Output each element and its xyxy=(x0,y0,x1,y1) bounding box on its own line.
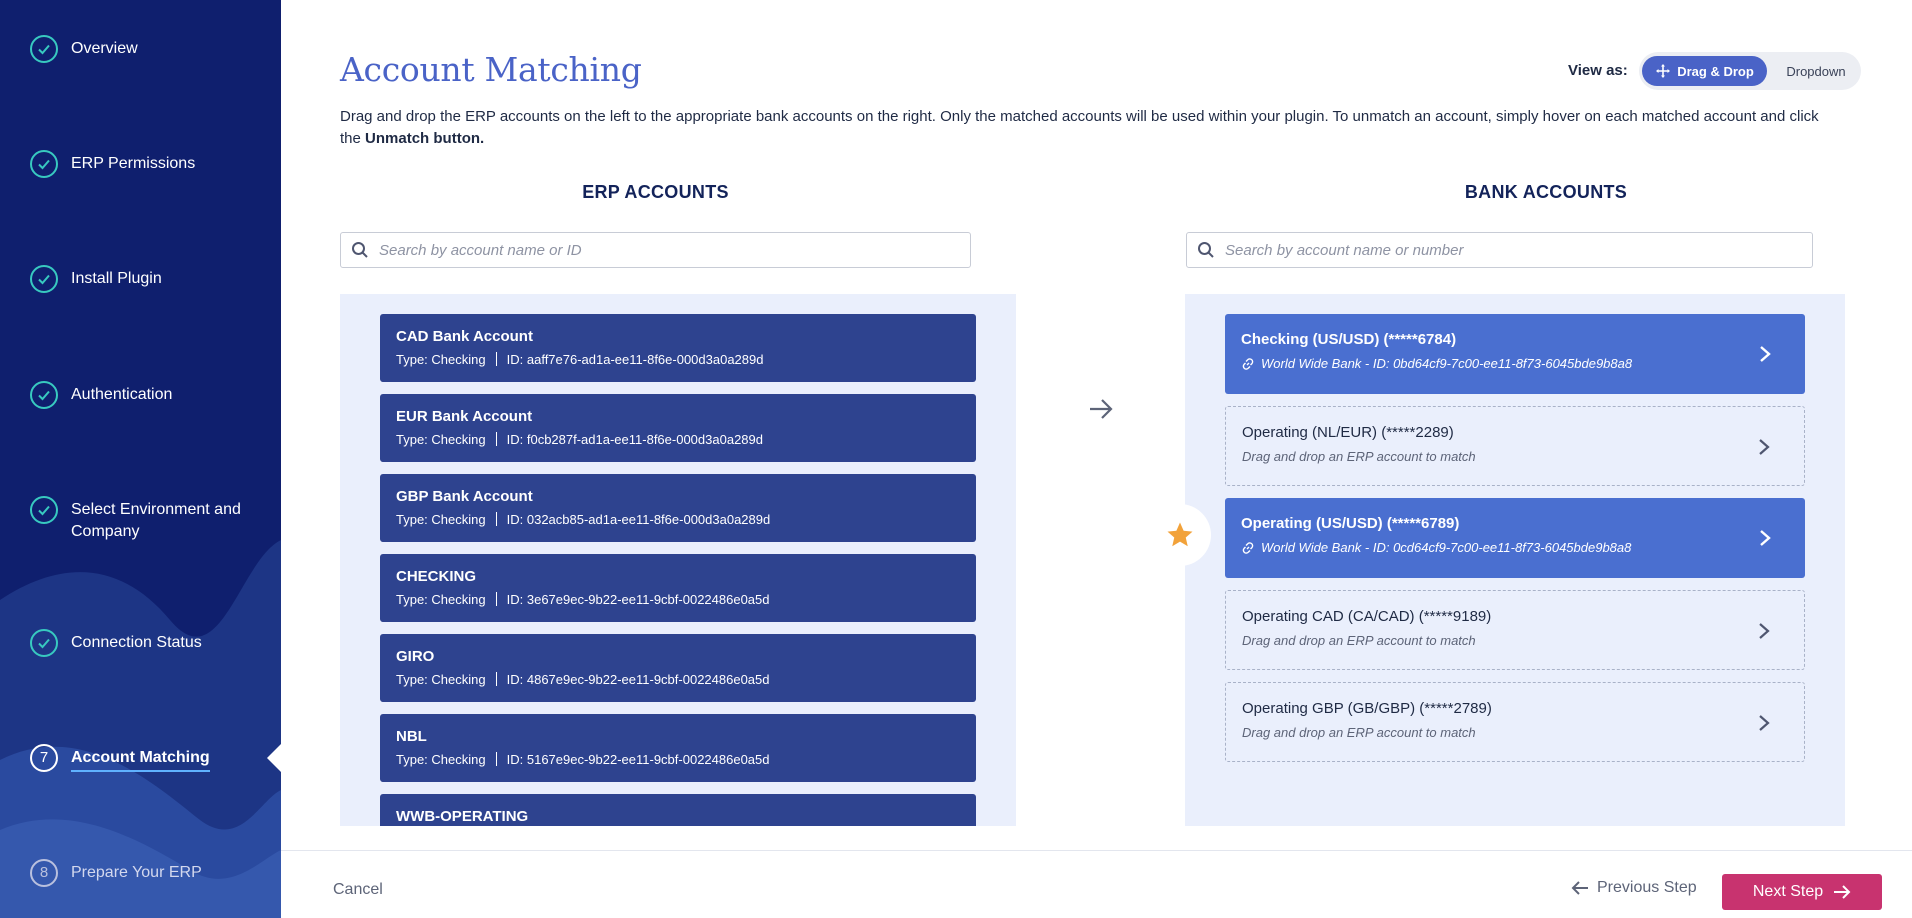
sidebar-step-connection-status[interactable] xyxy=(30,632,202,657)
bank-account-card[interactable] xyxy=(1225,314,1805,394)
sidebar-step-label: Prepare Your ERP xyxy=(71,864,202,881)
sidebar-step-prepare-erp[interactable] xyxy=(30,862,202,887)
erp-account-card[interactable] xyxy=(380,474,976,542)
cancel-button[interactable]: Cancel xyxy=(333,881,383,898)
erp-account-type: Checking xyxy=(431,592,486,607)
id-prefix: ID: xyxy=(506,512,527,527)
sidebar-step-account-matching[interactable] xyxy=(30,747,210,772)
erp-account-card[interactable] xyxy=(380,554,976,622)
sidebar-step-label: Select Environment and Company xyxy=(71,501,241,540)
view-option-dropdown[interactable] xyxy=(1774,56,1858,86)
erp-search-input[interactable] xyxy=(379,242,914,259)
erp-account-card[interactable] xyxy=(380,394,976,462)
bank-account-name: Operating (US/USD) (*****6789) xyxy=(1241,515,1460,532)
erp-account-id: f0cb287f-ad1a-ee11-8f6e-000d3a0a289d xyxy=(526,432,763,447)
id-prefix: ID: xyxy=(506,352,527,367)
sidebar-step-erp-permissions[interactable] xyxy=(30,153,195,178)
chevron-right-icon xyxy=(1758,438,1770,456)
sidebar-step-label: ERP Permissions xyxy=(71,155,196,172)
bank-search-box xyxy=(1186,232,1813,268)
page-title: Account Matching xyxy=(340,50,642,89)
next-step-label: Next Step xyxy=(1752,883,1824,900)
erp-account-meta xyxy=(396,351,960,369)
erp-account-type: Checking xyxy=(431,432,486,447)
erp-account-name: CHECKING xyxy=(396,568,477,585)
step-number-badge: 7 xyxy=(30,744,58,772)
sidebar xyxy=(0,0,281,918)
arrow-right-icon xyxy=(1088,398,1114,420)
id-prefix: ID: xyxy=(506,592,527,607)
erp-account-meta xyxy=(396,431,960,449)
bank-account-name: Operating (NL/EUR) (*****2289) xyxy=(1242,424,1454,441)
sidebar-step-authentication[interactable] xyxy=(30,384,172,409)
bank-accounts-title: BANK ACCOUNTS xyxy=(1464,182,1628,202)
instructions-body: Drag and drop the ERP accounts on the left to the appropriate bank accounts on the right. Only the matched accounts will be used within your plugin. To unmatch an account, simply hover on each matched account and click the xyxy=(340,108,1819,147)
erp-account-type: Checking xyxy=(431,672,486,687)
link-icon xyxy=(1241,541,1255,555)
sidebar-wave-decoration xyxy=(0,0,281,918)
sidebar-step-label: Account Matching xyxy=(71,747,210,772)
bank-account-name: Checking (US/USD) (*****6784) xyxy=(1241,331,1457,348)
erp-account-name: WWB-OPERATING xyxy=(396,808,529,825)
drop-hint: Drag and drop an ERP account to match xyxy=(1242,633,1476,648)
sidebar-step-label: Authentication xyxy=(71,386,173,403)
check-icon xyxy=(30,629,58,657)
bank-account-sub xyxy=(1241,539,1789,557)
erp-account-name: GBP Bank Account xyxy=(396,488,533,505)
check-icon xyxy=(30,150,58,178)
search-icon xyxy=(1197,241,1215,259)
bank-account-link-text: World Wide Bank - ID: 0cd64cf9-7c00-ee11-8f73-6045bde9b8a8 xyxy=(1261,540,1632,555)
type-prefix: Type: xyxy=(396,432,432,447)
bank-account-sub xyxy=(1241,355,1789,373)
id-prefix: ID: xyxy=(506,432,527,447)
previous-step-button[interactable] xyxy=(1571,879,1697,897)
link-icon xyxy=(1241,357,1255,371)
check-icon xyxy=(30,381,58,409)
bank-account-card[interactable] xyxy=(1225,682,1805,762)
drop-hint: Drag and drop an ERP account to match xyxy=(1242,725,1476,740)
view-option-drag-drop[interactable] xyxy=(1642,56,1767,86)
step-number-badge: 8 xyxy=(30,859,58,887)
erp-account-type: Checking xyxy=(431,512,486,527)
type-prefix: Type: xyxy=(396,592,432,607)
check-icon xyxy=(30,265,58,293)
drop-hint: Drag and drop an ERP account to match xyxy=(1242,449,1476,464)
search-icon xyxy=(351,241,369,259)
erp-account-meta xyxy=(396,591,960,609)
check-icon xyxy=(30,35,58,63)
erp-account-id: 032acb85-ad1a-ee11-8f6e-000d3a0a289d xyxy=(526,512,771,527)
type-prefix: Type: xyxy=(396,752,432,767)
chevron-right-icon xyxy=(1759,345,1771,363)
chevron-right-icon xyxy=(1758,622,1770,640)
erp-search-box xyxy=(340,232,971,268)
erp-account-meta xyxy=(396,511,960,529)
erp-account-name: EUR Bank Account xyxy=(396,408,533,425)
wizard-footer xyxy=(281,850,1912,918)
bank-accounts-panel xyxy=(1185,294,1845,826)
next-step-button[interactable] xyxy=(1722,874,1882,910)
sidebar-step-overview[interactable] xyxy=(30,38,138,63)
erp-account-id: 3e67e9ec-9b22-ee11-9cbf-0022486e0a5d xyxy=(526,592,770,607)
sidebar-step-select-environment[interactable] xyxy=(30,499,271,543)
instructions-text xyxy=(340,106,1840,150)
erp-accounts-title: ERP ACCOUNTS xyxy=(582,182,729,202)
bank-account-card[interactable] xyxy=(1225,590,1805,670)
chevron-right-icon xyxy=(1758,714,1770,732)
erp-account-card[interactable] xyxy=(380,714,976,782)
id-prefix: ID: xyxy=(506,752,527,767)
bank-account-link-text: World Wide Bank - ID: 0bd64cf9-7c00-ee11-8f73-6045bde9b8a8 xyxy=(1261,356,1633,371)
id-prefix: ID: xyxy=(506,672,527,687)
type-prefix: Type: xyxy=(396,672,432,687)
sidebar-step-install-plugin[interactable] xyxy=(30,268,162,293)
bank-account-name: Operating CAD (CA/CAD) (*****9189) xyxy=(1242,608,1492,625)
sidebar-step-label: Overview xyxy=(71,40,138,57)
sidebar-step-label: Install Plugin xyxy=(71,270,162,287)
erp-account-card[interactable] xyxy=(380,634,976,702)
sidebar-step-label: Connection Status xyxy=(71,634,202,651)
check-icon xyxy=(30,496,58,524)
type-prefix: Type: xyxy=(396,512,432,527)
erp-account-type: Checking xyxy=(431,752,486,767)
erp-account-card[interactable] xyxy=(380,314,976,382)
active-step-indicator xyxy=(267,744,281,772)
view-option-label: Dropdown xyxy=(1786,63,1846,79)
favorite-star-button[interactable] xyxy=(1149,504,1211,566)
type-prefix: Type: xyxy=(396,352,432,367)
erp-account-type: Checking xyxy=(431,352,486,367)
view-mode-toggle xyxy=(1639,52,1861,90)
arrow-right-icon xyxy=(1833,884,1851,900)
chevron-right-icon xyxy=(1759,529,1771,547)
bank-account-card[interactable] xyxy=(1225,406,1805,486)
erp-accounts-panel xyxy=(340,294,1016,826)
erp-account-id: 5167e9ec-9b22-ee11-9cbf-0022486e0a5d xyxy=(526,752,770,767)
view-as-label: View as: xyxy=(1568,62,1628,79)
erp-account-meta xyxy=(396,671,960,689)
erp-account-name: GIRO xyxy=(396,648,435,665)
erp-account-card[interactable] xyxy=(380,794,976,826)
arrow-left-icon xyxy=(1571,880,1589,896)
move-icon xyxy=(1655,63,1671,79)
view-option-label: Drag & Drop xyxy=(1677,63,1754,79)
bank-account-card[interactable] xyxy=(1225,498,1805,578)
erp-account-id: 4867e9ec-9b22-ee11-9cbf-0022486e0a5d xyxy=(526,672,770,687)
erp-account-id: aaff7e76-ad1a-ee11-8f6e-000d3a0a289d xyxy=(526,352,764,367)
erp-account-name: CAD Bank Account xyxy=(396,328,533,345)
erp-account-meta xyxy=(396,751,960,769)
bank-account-name: Operating GBP (GB/GBP) (*****2789) xyxy=(1242,700,1492,717)
erp-account-name: NBL xyxy=(396,728,427,745)
bank-search-input[interactable] xyxy=(1225,242,1756,259)
instructions-bold: Unmatch button. xyxy=(365,130,485,147)
star-icon xyxy=(1165,520,1195,550)
previous-step-label: Previous Step xyxy=(1597,879,1697,896)
